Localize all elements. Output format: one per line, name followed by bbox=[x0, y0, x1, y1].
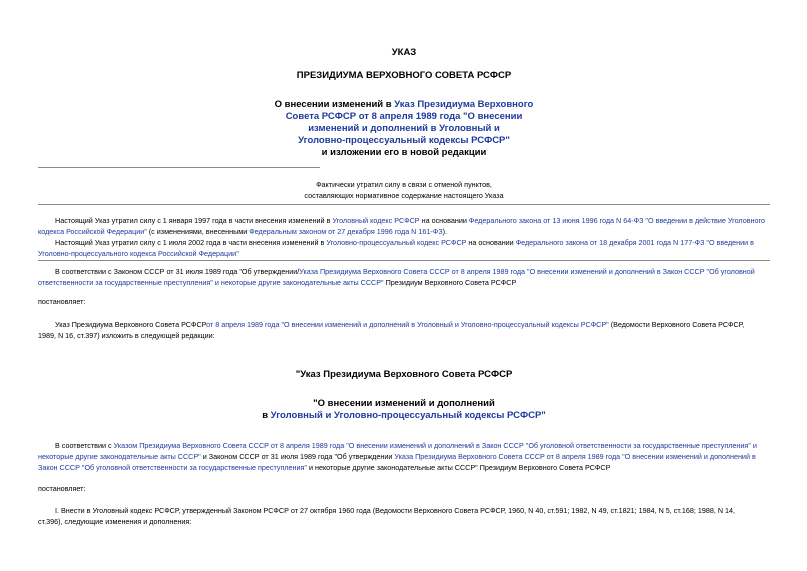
body-text: Указ Президиума Верховного Совета РСФСР bbox=[55, 320, 207, 329]
body-line-1 bbox=[55, 320, 744, 329]
decree-word: постановляет: bbox=[38, 297, 86, 306]
preamble2-line-3 bbox=[38, 463, 610, 472]
link-ussr-decree[interactable]: Указа Президиума Верховного Совета СССР от 8 апреля 1989 года "О внесении изменений и дополнений в Закон СССР "Об уголовной bbox=[299, 267, 755, 276]
link-ussr-decree-cont[interactable]: ответственности за государственные преступления" и некоторые другие законодательные акты СССР" bbox=[38, 278, 384, 287]
subject-text: О внесении изменений в bbox=[274, 99, 395, 110]
status-line-3 bbox=[55, 238, 754, 247]
subject-link-decree-4[interactable]: Уголовно-процессуальный кодексы РСФСР" bbox=[298, 135, 510, 146]
subject-line-4 bbox=[38, 135, 770, 147]
link-federal-law-177[interactable]: Федерального закона от 18 декабря 2001 года N 177-ФЗ "О введении в bbox=[515, 238, 754, 247]
subject-line-1 bbox=[38, 99, 770, 111]
preamble2-line-1 bbox=[55, 441, 757, 450]
link-federal-law-177-cont[interactable]: Уголовно-процессуального кодекса Российской Федерации" bbox=[38, 249, 239, 258]
divider bbox=[38, 167, 320, 168]
status-line-1 bbox=[55, 216, 765, 225]
doc-subject bbox=[38, 99, 770, 159]
status-text: (с изменениями, внесенными bbox=[146, 227, 250, 236]
preamble-text: и некоторые другие законодательные акты СССР" Президиум Верховного Совета РСФСР bbox=[306, 463, 611, 472]
new-edition-subject bbox=[38, 398, 770, 422]
section1-line-2: ст.396), следующие изменения и дополнения: bbox=[38, 517, 192, 526]
status-line-2 bbox=[38, 227, 447, 236]
body-text: (Ведомости Верховного Совета РСФСР, bbox=[608, 320, 745, 329]
decree-word-2: постановляет: bbox=[38, 484, 86, 493]
subject-link-decree[interactable]: Указ Президиума Верховного bbox=[394, 99, 534, 110]
doc-issuer: ПРЕЗИДИУМА ВЕРХОВНОГО СОВЕТА РСФСР bbox=[296, 70, 512, 81]
preamble2-line-2 bbox=[38, 452, 756, 461]
new-edition-subject-line-2 bbox=[38, 410, 770, 422]
divider bbox=[38, 204, 770, 205]
status-line-4 bbox=[38, 249, 239, 258]
status-text: на основании bbox=[466, 238, 516, 247]
status-text: на основании bbox=[419, 216, 469, 225]
status-text: Настоящий Указ утратил силу с 1 января 1997 года в части внесения изменений в bbox=[55, 216, 333, 225]
link-federal-law-64-cont[interactable]: кодекса Российской Федерации" bbox=[38, 227, 147, 236]
link-criminal-procedure-code[interactable]: Уголовно-процессуальный кодекс РСФСР bbox=[326, 238, 467, 247]
divider bbox=[38, 260, 770, 261]
section1-line-1: I. Внести в Уголовный кодекс РСФСР, утвержденный Законом РСФСР от 27 октября 1960 года (Ведомости Верховного Совета РСФСР, 1960, N 40, ст.591; 1982, N 49, ст.1821; 1984, N 5, ст.168; 1988, N 14, bbox=[55, 506, 736, 515]
link-ussr-decree-2[interactable]: Указом Президиума Верховного Совета СССР от 8 апреля 1989 года "О внесении изменений и дополнений в Закон СССР "Об уголовной ответственности за государственные преступления" и bbox=[113, 441, 757, 450]
notice-line-2: составляющих нормативное содержание настоящего Указа bbox=[304, 191, 504, 200]
preamble-text: Президиум Верховного Совета РСФСР bbox=[383, 278, 517, 287]
body-line-2: 1989, N 16, ст.397) изложить в следующей редакции: bbox=[38, 331, 215, 340]
preamble-line-1: В соответствии с Законом СССР от 31 июля 1989 года "Об утверждении/Указа Президиума Верховного Совета СССР от 8 апреля 1989 года "О внесении изменений и дополнений в Закон СССР "Об уголовной bbox=[55, 267, 755, 276]
link-federal-law-64[interactable]: Федерального закона от 13 июня 1996 года N 64-ФЗ "О введении в действие Уголовного bbox=[468, 216, 765, 225]
preamble-text: В соответствии с Законом СССР от 31 июля 1989 года "Об утверждении bbox=[55, 267, 298, 276]
subject-link-decree-2[interactable]: Совета РСФСР от 8 апреля 1989 года "О внесении bbox=[285, 111, 523, 122]
link-rsfsr-decree[interactable]: от 8 апреля 1989 года "О внесении изменений и дополнений в Уголовный и Уголовно-процессуальный кодексы РСФСР" bbox=[206, 320, 609, 329]
subject-line-5: и изложении его в новой редакции bbox=[321, 147, 487, 158]
link-ussr-law[interactable]: Закон СССР "Об уголовной ответственности за государственные преступления" bbox=[38, 463, 307, 472]
link-ussr-decree-3[interactable]: Указа Президиума Верховного Совета СССР от 8 апреля 1989 года "О внесении изменений и дополнений в bbox=[394, 452, 756, 461]
link-codes[interactable]: Уголовный и Уголовно-процессуальный кодексы РСФСР" bbox=[270, 410, 546, 421]
subject-link-decree-3[interactable]: изменений и дополнений в Уголовный и bbox=[308, 123, 500, 134]
link-criminal-code[interactable]: Уголовный кодекс РСФСР bbox=[332, 216, 420, 225]
new-edition-subject-line-1: "О внесении изменений и дополнений bbox=[313, 398, 495, 409]
status-text: ). bbox=[442, 227, 447, 236]
subject-text: в bbox=[262, 410, 271, 421]
preamble-line-2 bbox=[38, 278, 516, 287]
preamble-text: и Законом СССР от 31 июля 1989 года "Об утверждении bbox=[200, 452, 395, 461]
subject-line-2 bbox=[38, 111, 770, 123]
new-edition-title: "Указ Президиума Верховного Совета РСФСР bbox=[295, 369, 513, 380]
notice-line-1: Фактически утратил силу в связи с отменой пунктов, bbox=[316, 180, 492, 189]
subject-line-3 bbox=[38, 123, 770, 135]
preamble-text: В соответствии с bbox=[55, 441, 114, 450]
doc-title: УКАЗ bbox=[391, 47, 417, 58]
link-ussr-decree-2-cont[interactable]: некоторые другие законодательные акты СССР" bbox=[38, 452, 201, 461]
link-federal-law-161[interactable]: Федеральным законом от 27 декабря 1996 года N 161-ФЗ bbox=[249, 227, 443, 236]
status-text: Настоящий Указ утратил силу с 1 июля 2002 года в части внесения изменений в bbox=[55, 238, 327, 247]
